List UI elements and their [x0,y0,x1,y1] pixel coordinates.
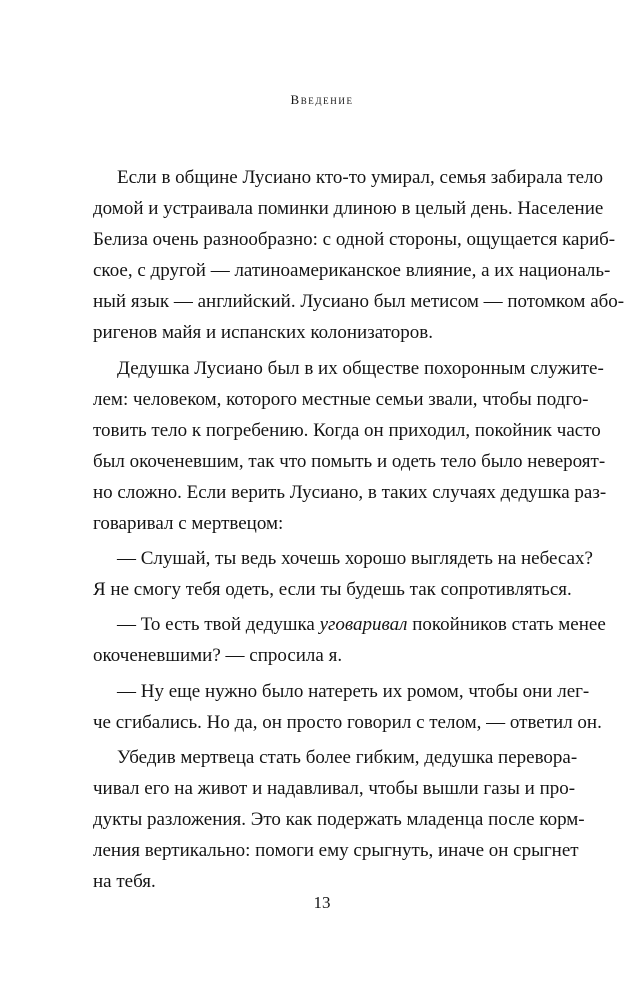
paragraph [93,609,606,671]
text-line: говаривал с мертвецом: [93,513,284,535]
emphasis-text: уговаривал [319,614,408,636]
text-run: покойников стать менее [407,614,606,636]
text-line: — Слушай, ты ведь хочешь хорошо выглядеть на небесах? [117,548,593,570]
text-line: ления вертикально: помоги ему срыгнуть, иначе он срыгнет [93,839,579,861]
text-run: — То есть твой дедушка [117,614,320,636]
text-line: Если в общине Лусиано кто-то умирал, семья забирала тело [117,167,604,188]
text-line: на тебя. [93,871,156,893]
text-line: окоченевшими? — спросила я. [93,645,343,667]
body-text [93,162,625,897]
paragraph [93,353,607,540]
text-line [93,609,606,640]
running-header: Введение [290,92,354,107]
text-line: ный язык — английский. Лусиано был метисом — потомком або- [93,291,625,313]
text-line: Я не смогу тебя одеть, если ты будешь так сопротивляться. [93,579,572,601]
paragraph [93,742,585,897]
text-line: че сгибались. Но да, он просто говорил с телом, — ответил он. [93,711,602,733]
paragraph [93,543,593,605]
text-line: был окоченевшим, так что помыть и одеть тело было невероят- [93,450,606,472]
text-line: товить тело к погребению. Когда он приходил, покойник часто [93,419,601,441]
text-line: Белиза очень разнообразно: с одной стороны, ощущается кариб- [93,229,616,251]
text-line: чивал его на живот и надавливал, чтобы вышли газы и про- [93,777,576,799]
text-line: — Ну еще нужно было натереть их ромом, чтобы они лег- [117,680,590,702]
text-line: Дедушка Лусиано был в их обществе похоронным служите- [117,357,604,379]
text-line: ригенов майя и испанских колонизаторов. [93,322,433,344]
text-line: лем: человеком, которого местные семьи звали, чтобы подго- [93,388,589,410]
text-line: домой и устраивала поминки длиною в целый день. Население [93,198,604,220]
paragraph [93,162,625,349]
text-line: Убедив мертвеца стать более гибким, дедушка перевора- [117,746,578,768]
text-line: ское, с другой — латиноамериканское влияние, а их националь- [93,260,611,282]
text-line: дукты разложения. Это как подержать младенца после корм- [93,808,585,830]
page-number: 13 [313,893,331,912]
text-line: но сложно. Если верить Лусиано, в таких случаях дедушка раз- [93,481,607,503]
paragraph [93,676,602,738]
